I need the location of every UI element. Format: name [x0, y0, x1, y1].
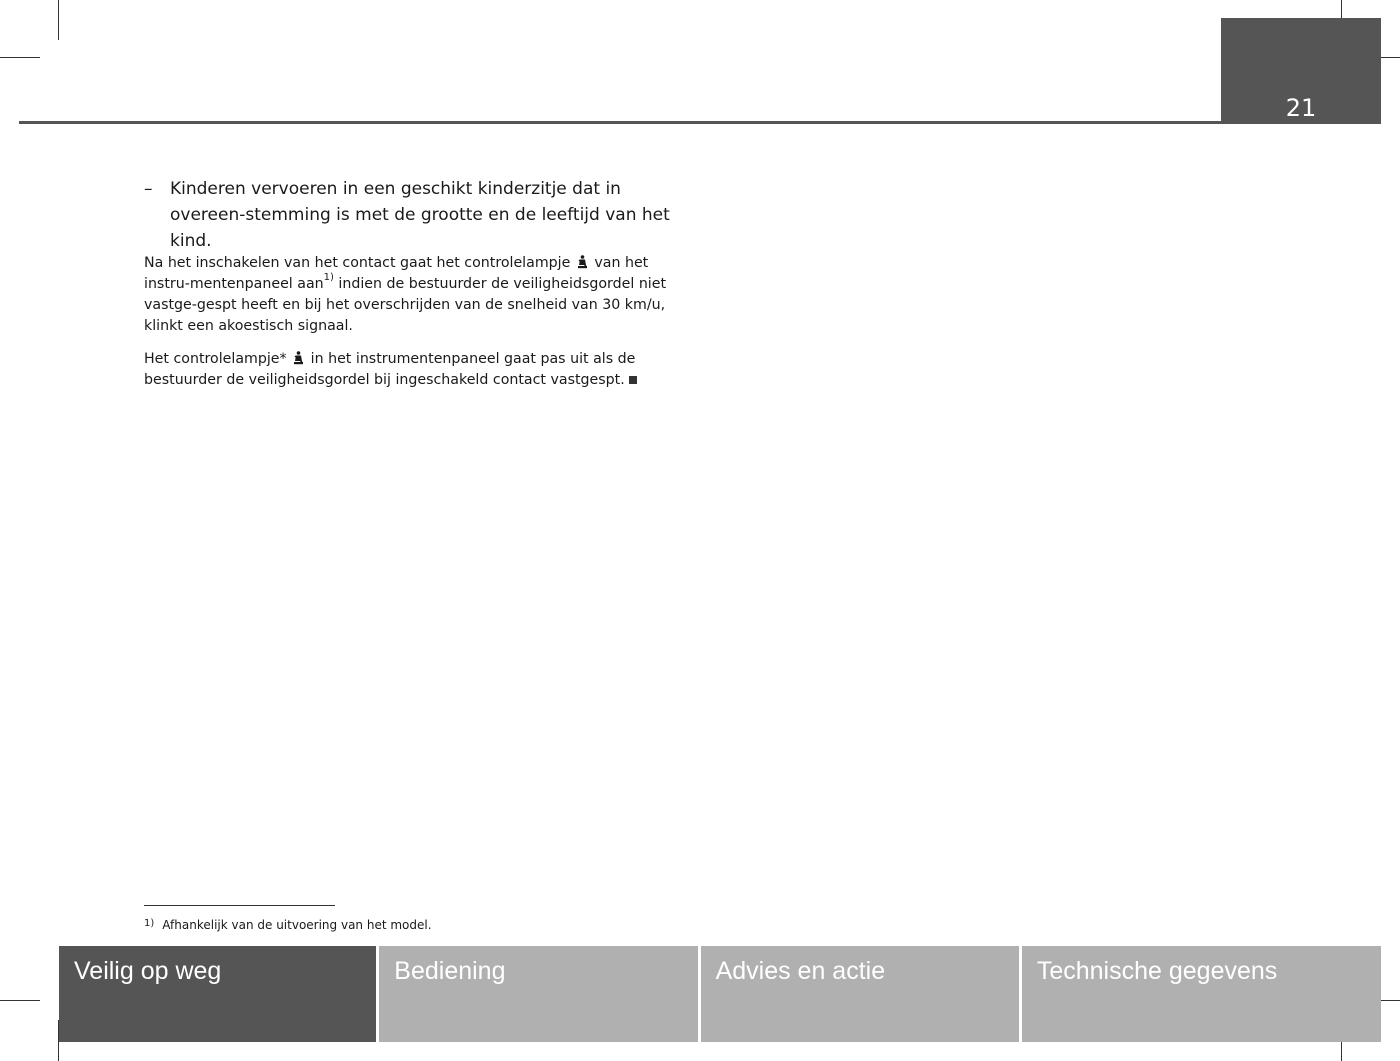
paragraph-text: van het instru-mentenpaneel aan	[144, 255, 649, 292]
footnote-mark: 1)	[144, 918, 155, 929]
header-rule	[19, 121, 1381, 124]
tab-bediening[interactable]: Bediening	[379, 946, 697, 1042]
page-number: 21	[1285, 94, 1317, 122]
page-number-box	[1221, 18, 1381, 124]
seatbelt-warning-icon	[293, 351, 304, 365]
crop-mark	[58, 0, 59, 40]
footnote-rule	[144, 905, 335, 906]
footnote	[144, 918, 432, 932]
chapter-tabs	[59, 946, 1381, 1042]
tab-advies-en-actie[interactable]: Advies en actie	[701, 946, 1019, 1042]
tab-technische-gegevens[interactable]: Technische gegevens	[1022, 946, 1381, 1042]
paragraph-text: indien de bestuurder de veiligheidsgordel niet vastge-gespt heeft en bij het overschrijden van de snelheid van 30 km/u, klinkt een akoestisch signaal.	[144, 276, 667, 334]
paragraph-seatbelt-warning	[144, 253, 692, 337]
footnote-reference: 1)	[323, 272, 334, 284]
end-of-section-mark	[629, 376, 637, 384]
paragraph-warning-off	[144, 349, 692, 391]
paragraph-text: Na het inschakelen van het contact gaat het controlelampje	[144, 255, 571, 271]
paragraph-text: Het controlelampje*	[144, 351, 287, 367]
seatbelt-warning-icon	[577, 255, 588, 269]
footnote-text: Afhankelijk van de uitvoering van het model.	[162, 918, 432, 932]
crop-mark	[0, 1000, 40, 1001]
bullet-dash: –	[144, 179, 153, 199]
crop-mark	[0, 57, 40, 58]
bullet-item	[144, 176, 689, 254]
tab-veilig-op-weg[interactable]: Veilig op weg	[59, 946, 376, 1042]
paragraph-text: in het instrumentenpaneel gaat pas uit als de bestuurder de veiligheidsgordel bij ingeschakeld contact vastgespt.	[144, 351, 636, 388]
bullet-text: Kinderen vervoeren in een geschikt kinderzitje dat in overeen-stemming is met de grootte en de leeftijd van het kind.	[170, 179, 670, 251]
